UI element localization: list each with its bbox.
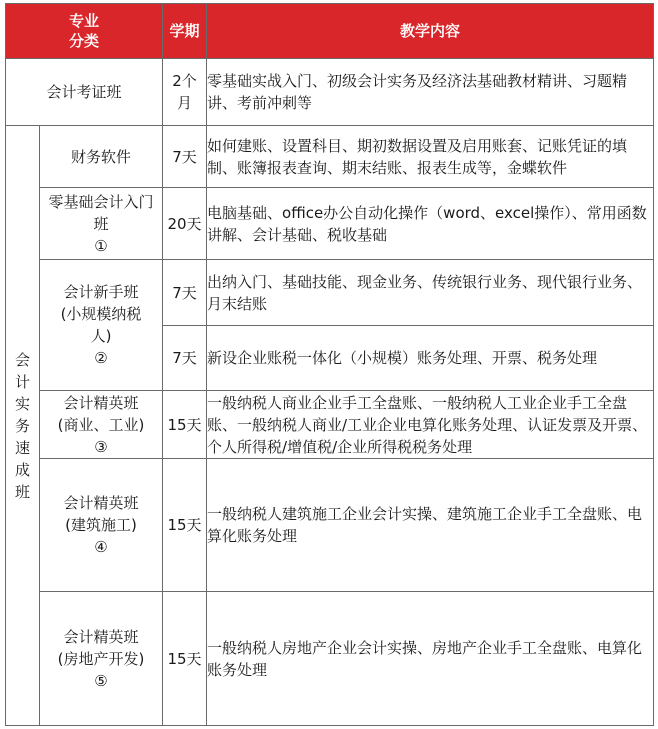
group-label-char: 务 — [14, 416, 30, 435]
course-name — [40, 260, 163, 391]
course-name — [40, 126, 163, 188]
header-term: 学期 — [163, 4, 207, 59]
course-name — [40, 592, 163, 726]
group-label-char: 计 — [14, 372, 30, 391]
course-term: 7天 — [163, 126, 207, 188]
course-content: 一般纳税人建筑施工企业会计实操、建筑施工企业手工全盘账、电算化账务处理 — [207, 459, 654, 592]
course-content: 电脑基础、office办公自动化操作（word、excel操作）、常用函数讲解、会计基础、税收基础 — [207, 188, 654, 260]
course-name-line: 会计精英班 — [63, 627, 139, 646]
course-name-line: 会计精英班 — [63, 393, 139, 412]
course-name-line: 会计精英班 — [63, 494, 139, 512]
course-content: 新设企业账税一体化（小规模）账务处理、开票、税务处理 — [207, 326, 654, 391]
table-row — [6, 391, 654, 459]
course-name — [40, 188, 163, 260]
table-row — [6, 459, 654, 592]
group-label — [6, 126, 40, 726]
course-term: 15天 — [163, 459, 207, 592]
course-name-line: 零基础会计入门 — [48, 192, 154, 211]
table-row — [6, 59, 654, 126]
course-content: 一般纳税人商业企业手工全盘账、一般纳税人工业企业手工全盘账、一般纳税人商业/工业企业电算化账务处理、认证发票及开票、个人所得税/增值税/企业所得税税务处理 — [207, 391, 654, 459]
course-name-line: 人) — [90, 327, 112, 345]
course-name: 会计考证班 — [6, 59, 163, 126]
header-category-line1: 专业 — [69, 12, 100, 30]
course-content: 一般纳税人房地产企业会计实操、房地产企业手工全盘账、电算化账务处理 — [207, 592, 654, 726]
course-name-line: ③ — [94, 437, 108, 456]
course-table — [5, 3, 654, 726]
course-name-line: (房地产开发) — [57, 649, 145, 668]
course-name-line: ① — [94, 236, 108, 255]
course-name-line: 财务软件 — [71, 147, 132, 166]
course-name-line: 班 — [93, 214, 109, 233]
course-content: 出纳入门、基础技能、现金业务、传统银行业务、现代银行业务、月末结账 — [207, 260, 654, 326]
group-label-char: 会 — [14, 350, 30, 369]
course-name-line: (小规模纳税 — [60, 305, 142, 323]
group-label-char: 实 — [14, 394, 30, 413]
header-category-line2: 分类 — [69, 32, 100, 50]
header-content: 教学内容 — [207, 4, 654, 59]
course-name — [40, 459, 163, 592]
course-content: 零基础实战入门、初级会计实务及经济法基础教材精讲、习题精讲、考前冲刺等 — [207, 59, 654, 126]
group-label-char: 班 — [14, 482, 30, 501]
group-label-char: 速 — [14, 438, 30, 457]
course-term: 20天 — [163, 188, 207, 260]
course-term — [163, 59, 207, 126]
course-name-line: ④ — [94, 538, 108, 556]
table-row — [6, 592, 654, 726]
header-category — [6, 4, 163, 59]
course-term-line2: 月 — [177, 94, 193, 112]
course-name-line: ② — [94, 349, 108, 367]
table-row — [6, 188, 654, 260]
course-name-line: (建筑施工) — [65, 516, 137, 534]
table-row — [6, 126, 654, 188]
course-term-line1: 2个 — [172, 72, 197, 90]
course-content: 如何建账、设置科目、期初数据设置及启用账套、记账凭证的填制、账簿报表查询、期末结账、报表生成等，金蝶软件 — [207, 126, 654, 188]
course-name-line: 会计新手班 — [63, 283, 139, 301]
course-term: 15天 — [163, 592, 207, 726]
course-name — [40, 391, 163, 459]
course-name-line: (商业、工业) — [57, 415, 145, 434]
table-row — [6, 260, 654, 326]
course-term: 7天 — [163, 326, 207, 391]
course-term: 15天 — [163, 391, 207, 459]
header-row — [6, 4, 654, 59]
group-label-char: 成 — [14, 460, 30, 479]
course-name-line: ⑤ — [94, 671, 108, 690]
course-term: 7天 — [163, 260, 207, 326]
